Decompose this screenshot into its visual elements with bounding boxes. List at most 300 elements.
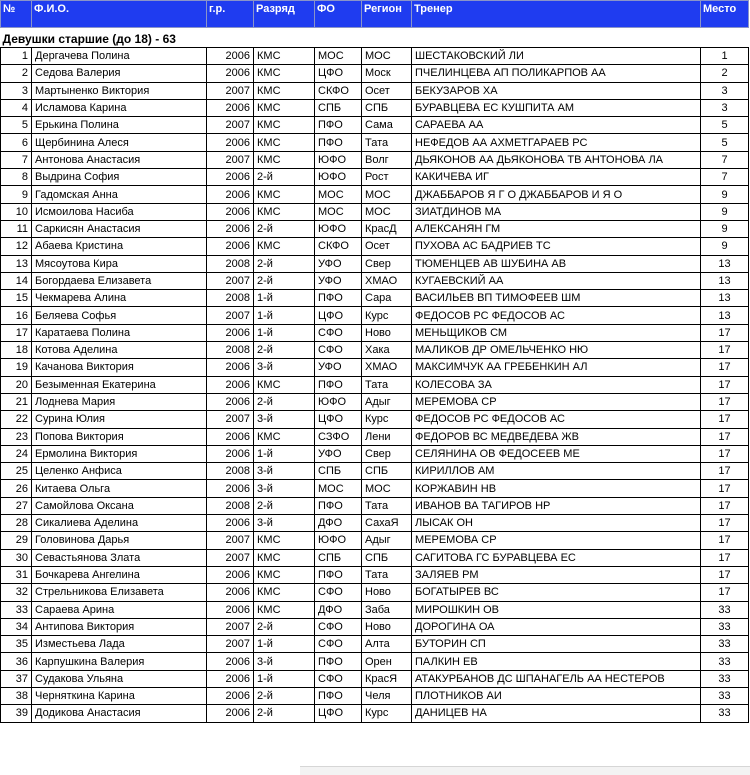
cell-fo: ПФО bbox=[315, 376, 362, 393]
table-row[interactable] bbox=[1, 584, 749, 601]
cell-year: 2006 bbox=[207, 48, 254, 65]
table-row[interactable] bbox=[1, 151, 749, 168]
cell-year: 2006 bbox=[207, 169, 254, 186]
cell-name: Качанова Виктория bbox=[32, 359, 207, 376]
table-row[interactable] bbox=[1, 290, 749, 307]
cell-name: Самойлова Оксана bbox=[32, 497, 207, 514]
cell-num: 1 bbox=[1, 48, 32, 65]
cell-region: МОС bbox=[362, 48, 412, 65]
cell-place: 13 bbox=[701, 272, 749, 289]
horizontal-scrollbar[interactable] bbox=[300, 766, 750, 775]
cell-rank: КМС bbox=[254, 532, 315, 549]
cell-num: 12 bbox=[1, 238, 32, 255]
cell-year: 2006 bbox=[207, 445, 254, 462]
cell-fo: ЦФО bbox=[315, 705, 362, 722]
table-row[interactable] bbox=[1, 497, 749, 514]
cell-fo: СКФО bbox=[315, 82, 362, 99]
cell-place: 17 bbox=[701, 566, 749, 583]
table-row[interactable] bbox=[1, 549, 749, 566]
cell-name: Антипова Виктория bbox=[32, 618, 207, 635]
cell-region: Сама bbox=[362, 117, 412, 134]
cell-num: 14 bbox=[1, 272, 32, 289]
cell-year: 2008 bbox=[207, 497, 254, 514]
table-row[interactable] bbox=[1, 515, 749, 532]
table-row[interactable] bbox=[1, 48, 749, 65]
cell-year: 2006 bbox=[207, 480, 254, 497]
cell-rank: 2-й bbox=[254, 255, 315, 272]
cell-rank: КМС bbox=[254, 238, 315, 255]
cell-coach: БУТОРИН СП bbox=[412, 636, 701, 653]
cell-region: Алта bbox=[362, 636, 412, 653]
cell-rank: КМС bbox=[254, 376, 315, 393]
cell-place: 17 bbox=[701, 532, 749, 549]
cell-num: 7 bbox=[1, 151, 32, 168]
cell-num: 17 bbox=[1, 324, 32, 341]
cell-rank: КМС bbox=[254, 549, 315, 566]
cell-region: Челя bbox=[362, 687, 412, 704]
cell-place: 17 bbox=[701, 342, 749, 359]
cell-num: 22 bbox=[1, 411, 32, 428]
cell-year: 2008 bbox=[207, 463, 254, 480]
header-region[interactable]: Регион bbox=[362, 1, 412, 28]
cell-name: Лоднева Мария bbox=[32, 393, 207, 410]
cell-coach: САРАЕВА АА bbox=[412, 117, 701, 134]
table-row[interactable] bbox=[1, 134, 749, 151]
table-row[interactable] bbox=[1, 238, 749, 255]
table-row[interactable] bbox=[1, 636, 749, 653]
cell-rank: 2-й bbox=[254, 687, 315, 704]
cell-year: 2006 bbox=[207, 99, 254, 116]
table-row[interactable] bbox=[1, 169, 749, 186]
cell-rank: КМС bbox=[254, 65, 315, 82]
cell-place: 33 bbox=[701, 636, 749, 653]
cell-coach: ФЕДОРОВ ВС МЕДВЕДЕВА ЖВ bbox=[412, 428, 701, 445]
cell-num: 25 bbox=[1, 463, 32, 480]
cell-fo: ДФО bbox=[315, 515, 362, 532]
cell-place: 7 bbox=[701, 169, 749, 186]
cell-coach: АЛЕКСАНЯН ГМ bbox=[412, 220, 701, 237]
cell-region: Орен bbox=[362, 653, 412, 670]
cell-num: 5 bbox=[1, 117, 32, 134]
cell-region: Адыг bbox=[362, 532, 412, 549]
header-place[interactable]: Место bbox=[701, 1, 749, 28]
header-num[interactable]: № bbox=[1, 1, 32, 28]
table-row[interactable] bbox=[1, 566, 749, 583]
cell-num: 11 bbox=[1, 220, 32, 237]
cell-rank: КМС bbox=[254, 82, 315, 99]
cell-region: Ново bbox=[362, 618, 412, 635]
cell-rank: 2-й bbox=[254, 705, 315, 722]
header-coach[interactable]: Тренер bbox=[412, 1, 701, 28]
cell-year: 2006 bbox=[207, 186, 254, 203]
cell-coach: ТЮМЕНЦЕВ АВ ШУБИНА АВ bbox=[412, 255, 701, 272]
cell-fo: МОС bbox=[315, 186, 362, 203]
cell-region: Свер bbox=[362, 445, 412, 462]
cell-coach: МЕРЕМОВА СР bbox=[412, 532, 701, 549]
cell-region: КрасД bbox=[362, 220, 412, 237]
cell-region: Тата bbox=[362, 497, 412, 514]
table-row[interactable] bbox=[1, 324, 749, 341]
table-row[interactable] bbox=[1, 203, 749, 220]
cell-fo: ЮФО bbox=[315, 151, 362, 168]
cell-place: 5 bbox=[701, 117, 749, 134]
cell-fo: СЗФО bbox=[315, 428, 362, 445]
cell-name: Сурина Юлия bbox=[32, 411, 207, 428]
cell-year: 2006 bbox=[207, 670, 254, 687]
table-row[interactable] bbox=[1, 220, 749, 237]
cell-place: 17 bbox=[701, 393, 749, 410]
table-row[interactable] bbox=[1, 342, 749, 359]
cell-place: 13 bbox=[701, 255, 749, 272]
cell-num: 4 bbox=[1, 99, 32, 116]
cell-coach: КАКИЧЕВА ИГ bbox=[412, 169, 701, 186]
cell-fo: ЮФО bbox=[315, 169, 362, 186]
cell-num: 35 bbox=[1, 636, 32, 653]
cell-place: 1 bbox=[701, 48, 749, 65]
cell-year: 2007 bbox=[207, 549, 254, 566]
cell-year: 2006 bbox=[207, 203, 254, 220]
cell-coach: ПУХОВА АС БАДРИЕВ ТС bbox=[412, 238, 701, 255]
cell-name: Выдрина София bbox=[32, 169, 207, 186]
cell-rank: 3-й bbox=[254, 653, 315, 670]
cell-region: Тата bbox=[362, 566, 412, 583]
cell-rank: 1-й bbox=[254, 670, 315, 687]
cell-coach: ШЕСТАКОВСКИЙ ЛИ bbox=[412, 48, 701, 65]
cell-place: 33 bbox=[701, 670, 749, 687]
cell-place: 33 bbox=[701, 601, 749, 618]
cell-name: Изместьева Лада bbox=[32, 636, 207, 653]
cell-year: 2007 bbox=[207, 411, 254, 428]
cell-year: 2006 bbox=[207, 601, 254, 618]
table-row[interactable] bbox=[1, 428, 749, 445]
cell-fo: СПБ bbox=[315, 99, 362, 116]
cell-coach: БЕКУЗАРОВ ХА bbox=[412, 82, 701, 99]
cell-coach: КОЛЕСОВА ЗА bbox=[412, 376, 701, 393]
cell-rank: 1-й bbox=[254, 636, 315, 653]
cell-region: Тата bbox=[362, 376, 412, 393]
cell-name: Китаева Ольга bbox=[32, 480, 207, 497]
cell-place: 17 bbox=[701, 359, 749, 376]
cell-fo: СФО bbox=[315, 342, 362, 359]
cell-name: Попова Виктория bbox=[32, 428, 207, 445]
cell-rank: 2-й bbox=[254, 220, 315, 237]
cell-year: 2007 bbox=[207, 82, 254, 99]
cell-place: 33 bbox=[701, 653, 749, 670]
cell-fo: СФО bbox=[315, 636, 362, 653]
cell-num: 8 bbox=[1, 169, 32, 186]
cell-place: 17 bbox=[701, 497, 749, 514]
cell-name: Чекмарева Алина bbox=[32, 290, 207, 307]
cell-region: СПБ bbox=[362, 99, 412, 116]
cell-year: 2006 bbox=[207, 653, 254, 670]
cell-num: 2 bbox=[1, 65, 32, 82]
cell-year: 2006 bbox=[207, 65, 254, 82]
cell-coach: КУГАЕВСКИЙ АА bbox=[412, 272, 701, 289]
cell-fo: ЮФО bbox=[315, 393, 362, 410]
cell-coach: САГИТОВА ГС БУРАВЦЕВА ЕС bbox=[412, 549, 701, 566]
cell-fo: СПБ bbox=[315, 463, 362, 480]
cell-coach: ДАНИЦЕВ НА bbox=[412, 705, 701, 722]
cell-rank: 3-й bbox=[254, 359, 315, 376]
cell-name: Стрельникова Елизавета bbox=[32, 584, 207, 601]
table-row[interactable] bbox=[1, 359, 749, 376]
cell-coach: ЛЫСАК ОН bbox=[412, 515, 701, 532]
cell-place: 13 bbox=[701, 307, 749, 324]
cell-num: 18 bbox=[1, 342, 32, 359]
cell-region: КрасЯ bbox=[362, 670, 412, 687]
cell-coach: ПЧЕЛИНЦЕВА АП ПОЛИКАРПОВ АА bbox=[412, 65, 701, 82]
cell-place: 7 bbox=[701, 151, 749, 168]
table-row[interactable] bbox=[1, 618, 749, 635]
cell-region: Волг bbox=[362, 151, 412, 168]
cell-num: 23 bbox=[1, 428, 32, 445]
cell-name: Бочкарева Ангелина bbox=[32, 566, 207, 583]
cell-rank: КМС bbox=[254, 99, 315, 116]
cell-num: 31 bbox=[1, 566, 32, 583]
cell-place: 3 bbox=[701, 82, 749, 99]
cell-fo: УФО bbox=[315, 255, 362, 272]
cell-name: Черняткина Карина bbox=[32, 687, 207, 704]
cell-rank: 1-й bbox=[254, 307, 315, 324]
cell-name: Исмоилова Насиба bbox=[32, 203, 207, 220]
table-row[interactable] bbox=[1, 272, 749, 289]
cell-place: 17 bbox=[701, 411, 749, 428]
cell-place: 9 bbox=[701, 203, 749, 220]
cell-place: 9 bbox=[701, 238, 749, 255]
cell-name: Саркисян Анастасия bbox=[32, 220, 207, 237]
cell-name: Богордаева Елизавета bbox=[32, 272, 207, 289]
cell-coach: МИРОШКИН ОВ bbox=[412, 601, 701, 618]
header-year[interactable]: г.р. bbox=[207, 1, 254, 28]
cell-region: Заба bbox=[362, 601, 412, 618]
cell-name: Беляева Софья bbox=[32, 307, 207, 324]
cell-region: СПБ bbox=[362, 463, 412, 480]
cell-year: 2006 bbox=[207, 428, 254, 445]
table-row[interactable] bbox=[1, 186, 749, 203]
cell-region: Лени bbox=[362, 428, 412, 445]
cell-name: Целенко Анфиса bbox=[32, 463, 207, 480]
cell-num: 39 bbox=[1, 705, 32, 722]
cell-region: Осет bbox=[362, 238, 412, 255]
cell-place: 9 bbox=[701, 186, 749, 203]
cell-year: 2006 bbox=[207, 238, 254, 255]
cell-coach: ИВАНОВ ВА ТАГИРОВ НР bbox=[412, 497, 701, 514]
table-row[interactable] bbox=[1, 705, 749, 722]
table-row[interactable] bbox=[1, 670, 749, 687]
cell-num: 32 bbox=[1, 584, 32, 601]
cell-year: 2006 bbox=[207, 705, 254, 722]
cell-year: 2008 bbox=[207, 290, 254, 307]
cell-num: 37 bbox=[1, 670, 32, 687]
cell-coach: МАКСИМЧУК АА ГРЕБЕНКИН АЛ bbox=[412, 359, 701, 376]
table-row[interactable] bbox=[1, 65, 749, 82]
table-row[interactable] bbox=[1, 117, 749, 134]
cell-num: 29 bbox=[1, 532, 32, 549]
cell-region: Сара bbox=[362, 290, 412, 307]
cell-region: МОС bbox=[362, 186, 412, 203]
cell-num: 30 bbox=[1, 549, 32, 566]
cell-fo: УФО bbox=[315, 359, 362, 376]
cell-rank: КМС bbox=[254, 428, 315, 445]
table-row[interactable] bbox=[1, 82, 749, 99]
cell-fo: СФО bbox=[315, 618, 362, 635]
group-title: Девушки старшие (до 18) - 63 bbox=[1, 28, 749, 48]
cell-coach: БУРАВЦЕВА ЕС КУШПИТА АМ bbox=[412, 99, 701, 116]
cell-num: 10 bbox=[1, 203, 32, 220]
cell-region: Курс bbox=[362, 411, 412, 428]
table-row[interactable] bbox=[1, 445, 749, 462]
cell-fo: ПФО bbox=[315, 653, 362, 670]
cell-coach: ЗИАТДИНОВ МА bbox=[412, 203, 701, 220]
cell-place: 17 bbox=[701, 428, 749, 445]
table-row[interactable] bbox=[1, 687, 749, 704]
cell-name: Седова Валерия bbox=[32, 65, 207, 82]
cell-num: 15 bbox=[1, 290, 32, 307]
table-row[interactable] bbox=[1, 480, 749, 497]
cell-year: 2006 bbox=[207, 393, 254, 410]
cell-coach: ПЛОТНИКОВ АИ bbox=[412, 687, 701, 704]
cell-fo: УФО bbox=[315, 445, 362, 462]
cell-coach: МЕНЬЩИКОВ СМ bbox=[412, 324, 701, 341]
cell-year: 2006 bbox=[207, 566, 254, 583]
cell-rank: 1-й bbox=[254, 324, 315, 341]
cell-rank: КМС bbox=[254, 584, 315, 601]
cell-fo: СКФО bbox=[315, 238, 362, 255]
cell-name: Гадомская Анна bbox=[32, 186, 207, 203]
cell-rank: 3-й bbox=[254, 411, 315, 428]
cell-rank: 2-й bbox=[254, 393, 315, 410]
cell-year: 2007 bbox=[207, 151, 254, 168]
cell-year: 2006 bbox=[207, 324, 254, 341]
cell-name: Сараева Арина bbox=[32, 601, 207, 618]
table-row[interactable] bbox=[1, 99, 749, 116]
cell-year: 2007 bbox=[207, 307, 254, 324]
cell-num: 19 bbox=[1, 359, 32, 376]
cell-fo: МОС bbox=[315, 48, 362, 65]
cell-region: ХМАО bbox=[362, 359, 412, 376]
cell-coach: ПАЛКИН ЕВ bbox=[412, 653, 701, 670]
cell-region: Ново bbox=[362, 324, 412, 341]
cell-rank: КМС bbox=[254, 566, 315, 583]
cell-coach: ДЖАББАРОВ Я Г О ДЖАББАРОВ И Я О bbox=[412, 186, 701, 203]
table-row[interactable] bbox=[1, 255, 749, 272]
cell-coach: ЗАЛЯЕВ РМ bbox=[412, 566, 701, 583]
cell-fo: ПФО bbox=[315, 687, 362, 704]
cell-rank: КМС bbox=[254, 601, 315, 618]
cell-region: Адыг bbox=[362, 393, 412, 410]
cell-year: 2006 bbox=[207, 687, 254, 704]
cell-year: 2007 bbox=[207, 618, 254, 635]
cell-rank: 1-й bbox=[254, 445, 315, 462]
cell-region: Рост bbox=[362, 169, 412, 186]
cell-coach: КОРЖАВИН НВ bbox=[412, 480, 701, 497]
cell-region: Хака bbox=[362, 342, 412, 359]
cell-year: 2007 bbox=[207, 636, 254, 653]
table-row[interactable] bbox=[1, 463, 749, 480]
cell-name: Додикова Анастасия bbox=[32, 705, 207, 722]
cell-fo: ЦФО bbox=[315, 307, 362, 324]
cell-coach: ВАСИЛЬЕВ ВП ТИМОФЕЕВ ШМ bbox=[412, 290, 701, 307]
cell-place: 33 bbox=[701, 687, 749, 704]
cell-rank: КМС bbox=[254, 186, 315, 203]
cell-name: Севастьянова Злата bbox=[32, 549, 207, 566]
cell-rank: 2-й bbox=[254, 169, 315, 186]
cell-place: 17 bbox=[701, 515, 749, 532]
table-row[interactable] bbox=[1, 532, 749, 549]
cell-region: Тата bbox=[362, 134, 412, 151]
cell-name: Щербинина Алеся bbox=[32, 134, 207, 151]
cell-fo: СФО bbox=[315, 670, 362, 687]
cell-num: 3 bbox=[1, 82, 32, 99]
cell-coach: КИРИЛЛОВ АМ bbox=[412, 463, 701, 480]
cell-region: Курс bbox=[362, 705, 412, 722]
cell-num: 26 bbox=[1, 480, 32, 497]
cell-coach: МАЛИКОВ ДР ОМЕЛЬЧЕНКО НЮ bbox=[412, 342, 701, 359]
cell-rank: 3-й bbox=[254, 515, 315, 532]
cell-coach: БОГАТЫРЕВ ВС bbox=[412, 584, 701, 601]
cell-place: 33 bbox=[701, 705, 749, 722]
header-fo[interactable]: ФО bbox=[315, 1, 362, 28]
cell-fo: СФО bbox=[315, 324, 362, 341]
header-rank[interactable]: Разряд bbox=[254, 1, 315, 28]
cell-num: 38 bbox=[1, 687, 32, 704]
cell-region: Моск bbox=[362, 65, 412, 82]
cell-fo: МОС bbox=[315, 203, 362, 220]
cell-name: Головинова Дарья bbox=[32, 532, 207, 549]
cell-fo: ЦФО bbox=[315, 411, 362, 428]
cell-name: Исламова Карина bbox=[32, 99, 207, 116]
cell-year: 2006 bbox=[207, 359, 254, 376]
cell-year: 2008 bbox=[207, 255, 254, 272]
cell-fo: ЮФО bbox=[315, 532, 362, 549]
cell-rank: 3-й bbox=[254, 463, 315, 480]
cell-place: 2 bbox=[701, 65, 749, 82]
cell-name: Антонова Анастасия bbox=[32, 151, 207, 168]
cell-rank: 2-й bbox=[254, 342, 315, 359]
cell-rank: 2-й bbox=[254, 618, 315, 635]
table-row[interactable] bbox=[1, 393, 749, 410]
table-row[interactable] bbox=[1, 411, 749, 428]
cell-fo: ПФО bbox=[315, 134, 362, 151]
cell-num: 34 bbox=[1, 618, 32, 635]
cell-region: Свер bbox=[362, 255, 412, 272]
cell-fo: ДФО bbox=[315, 601, 362, 618]
header-name[interactable]: Ф.И.О. bbox=[32, 1, 207, 28]
cell-rank: 3-й bbox=[254, 480, 315, 497]
cell-name: Дергачева Полина bbox=[32, 48, 207, 65]
table-row[interactable] bbox=[1, 376, 749, 393]
table-row[interactable] bbox=[1, 653, 749, 670]
cell-rank: КМС bbox=[254, 48, 315, 65]
cell-rank: 2-й bbox=[254, 272, 315, 289]
cell-fo: ПФО bbox=[315, 497, 362, 514]
cell-fo: СФО bbox=[315, 584, 362, 601]
table-row[interactable] bbox=[1, 307, 749, 324]
cell-region: МОС bbox=[362, 480, 412, 497]
cell-year: 2006 bbox=[207, 220, 254, 237]
cell-name: Каратаева Полина bbox=[32, 324, 207, 341]
cell-region: Осет bbox=[362, 82, 412, 99]
cell-rank: 2-й bbox=[254, 497, 315, 514]
cell-place: 3 bbox=[701, 99, 749, 116]
cell-num: 16 bbox=[1, 307, 32, 324]
cell-num: 27 bbox=[1, 497, 32, 514]
cell-coach: ДЬЯКОНОВ АА ДЬЯКОНОВА ТВ АНТОНОВА ЛА bbox=[412, 151, 701, 168]
cell-num: 24 bbox=[1, 445, 32, 462]
table-row[interactable] bbox=[1, 601, 749, 618]
cell-region: МОС bbox=[362, 203, 412, 220]
cell-num: 20 bbox=[1, 376, 32, 393]
